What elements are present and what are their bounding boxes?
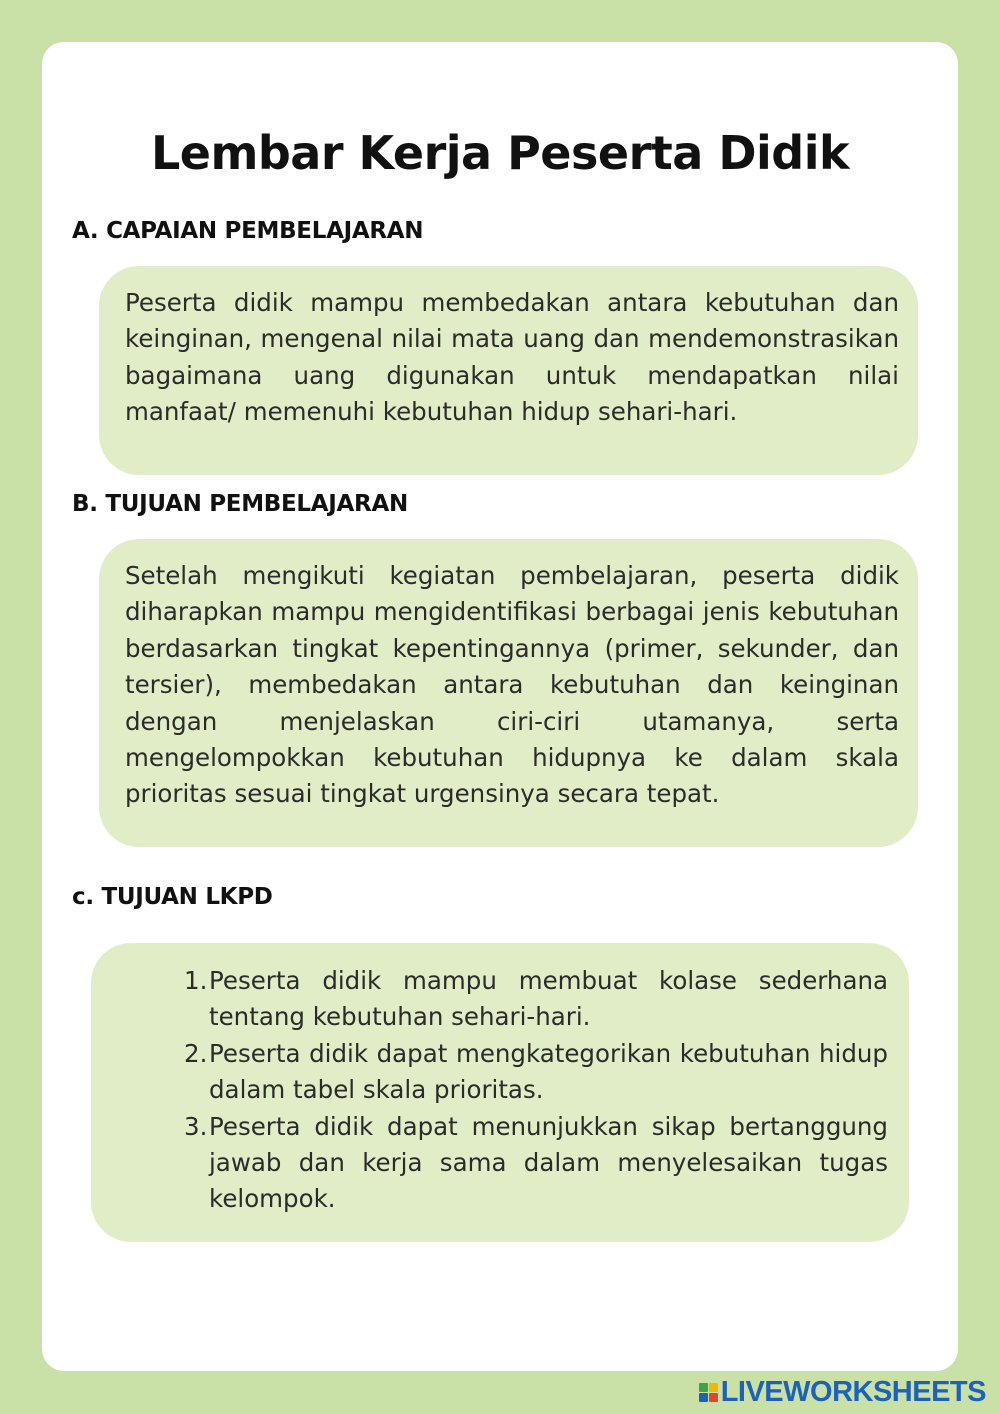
list-item-number: 2.: [184, 1038, 208, 1068]
section-c-heading: c. TUJUAN LKPD: [72, 884, 273, 910]
list-item-text: Peserta didik dapat mengkategorikan kebutuhan hidup dalam tabel skala prioritas.: [209, 1038, 888, 1105]
page-title: Lembar Kerja Peserta Didik: [150, 126, 850, 180]
list-item-text: Peserta didik mampu membuat kolase sederhana tentang kebutuhan sehari-hari.: [209, 966, 888, 1032]
list-item-number: 1.: [184, 966, 208, 995]
section-b-text: Setelah mengikuti kegiatan pembelajaran, peserta didik diharapkan mampu mengidentifikasi berbagai jenis kebutuhan berdasarkan tingkat kepentingannya (primer, sekunder, dan tersier), membedakan antara kebutuhan dan keinginan dengan menjelaskan ciri-ciri utamanya, serta mengelompokkan kebutuhan hidupnya ke dalam skala prioritas sesuai tingkat urgensinya secara tepat.: [125, 561, 899, 809]
footer-brand[interactable]: [699, 1375, 986, 1408]
section-c-box: [91, 943, 909, 1242]
list-item: [143, 1036, 888, 1109]
section-a-heading: A. CAPAIAN PEMBELAJARAN: [72, 218, 424, 244]
logo-block: [709, 1393, 718, 1402]
list-item-text: Peserta didik dapat menunjukkan sikap bertanggung jawab dan kerja sama dalam menyelesaikan tugas kelompok.: [209, 1111, 888, 1214]
section-b-heading: B. TUJUAN PEMBELAJARAN: [72, 491, 408, 517]
list-item-number: 3.: [184, 1111, 208, 1141]
section-a-text: Peserta didik mampu membedakan antara kebutuhan dan keinginan, mengenal nilai mata uang dan mendemonstrasikan bagaimana uang digunakan untuk mendapatkan nilai manfaat/ memenuhi kebutuhan hidup sehari-hari.: [125, 288, 899, 427]
liveworksheets-logo-icon: [699, 1383, 718, 1402]
list-item: [143, 1109, 888, 1218]
section-a-box: [99, 266, 918, 475]
objectives-list: [143, 963, 888, 1218]
list-item: [143, 963, 888, 1036]
logo-block: [699, 1383, 708, 1392]
logo-block: [709, 1383, 718, 1392]
logo-block: [699, 1393, 708, 1402]
brand-name: LIVEWORKSHEETS: [720, 1375, 986, 1408]
section-b-box: [99, 539, 918, 847]
